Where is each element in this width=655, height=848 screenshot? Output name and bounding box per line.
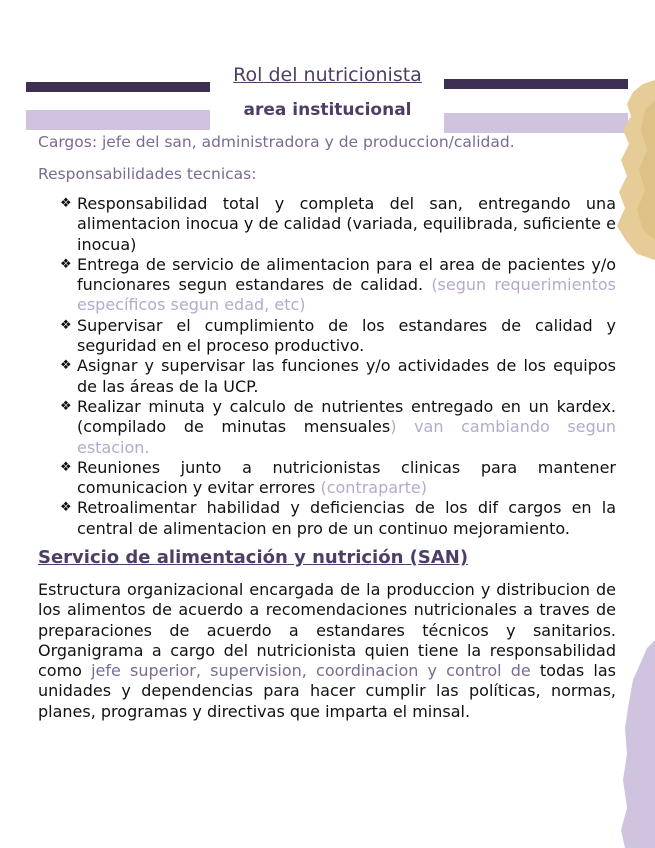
san-paragraph-accent: jefe superior, supervision, coordinacion y control de [91,661,531,681]
list-item-note: (segun requerimientos específicos segun edad, etc) [77,275,617,315]
san-paragraph-part2: todas las unidades y dependencias para hacer cumplir las políticas, normas, planes, programas y directivas que imparta el minsal. [38,661,616,721]
list-item-text: Asignar y supervisar las funciones y/o actividades de los equipos de las áreas de la UCP. [77,356,616,396]
cargos-line: Cargos: jefe del san, administradora y de produccion/calidad. [38,133,515,151]
responsibilities-heading: Responsabilidades tecnicas: [38,165,257,183]
list-item-text: Reuniones junto a nutricionistas clinicas para mantener comunicacion y evitar errores [77,457,616,498]
list-item [60,458,616,499]
diamond-bullet-icon: ❖ [60,317,72,333]
list-item [60,316,616,357]
diamond-bullet-icon: ❖ [60,398,72,414]
list-item [60,356,616,397]
list-item-note: (contraparte) [320,478,427,498]
diamond-bullet-icon: ❖ [60,459,72,475]
diamond-bullet-icon: ❖ [60,358,72,374]
page-subtitle: area institucional [243,100,412,120]
diamond-bullet-icon: ❖ [60,500,72,516]
list-item [60,255,616,316]
list-item-note: ) van cambiando segun estacion. [77,417,617,457]
san-paragraph [38,580,616,722]
list-item [60,498,616,539]
san-paragraph-part1: Estructura organizacional encargada de la produccion y distribucion de los alimentos de acuerdo a recomendaciones nutricionales a traves de preparaciones de acuerdo a estandares técnicos y sanitarios. Organigrama a cargo del nutricionista quien tiene la responsabilidad como [38,580,616,681]
list-item-text: Entrega de servicio de alimentacion para el area de pacientes y/o funcionares segun estandares de calidad. [77,254,616,295]
diamond-bullet-icon: ❖ [60,196,72,211]
responsibilities-list [60,194,616,539]
san-heading: Servicio de alimentación y nutrición (SAN) [38,547,469,568]
list-item [60,194,616,255]
list-item-text: Retroalimentar habilidad y deficiencias de los dif cargos en la central de alimentacion en pro de un continuo mejoramiento. [77,498,616,538]
lavender-shape-decoration [617,640,655,848]
list-item [60,397,616,458]
list-item-text: Responsabilidad total y completa del san, entregando una alimentacion inocua y de calidad (variada, equilibrada, suficiente e inocua) [77,194,616,254]
diamond-bullet-icon: ❖ [60,256,72,272]
list-item-text: Supervisar el cumplimiento de los estandares de calidad y seguridad en el proceso productivo. [77,315,616,356]
list-item-text: Realizar minuta y calculo de nutrientes entregado en un kardex. (compilado de minutas mensuales [77,396,616,437]
page-title: Rol del nutricionista [233,64,422,86]
